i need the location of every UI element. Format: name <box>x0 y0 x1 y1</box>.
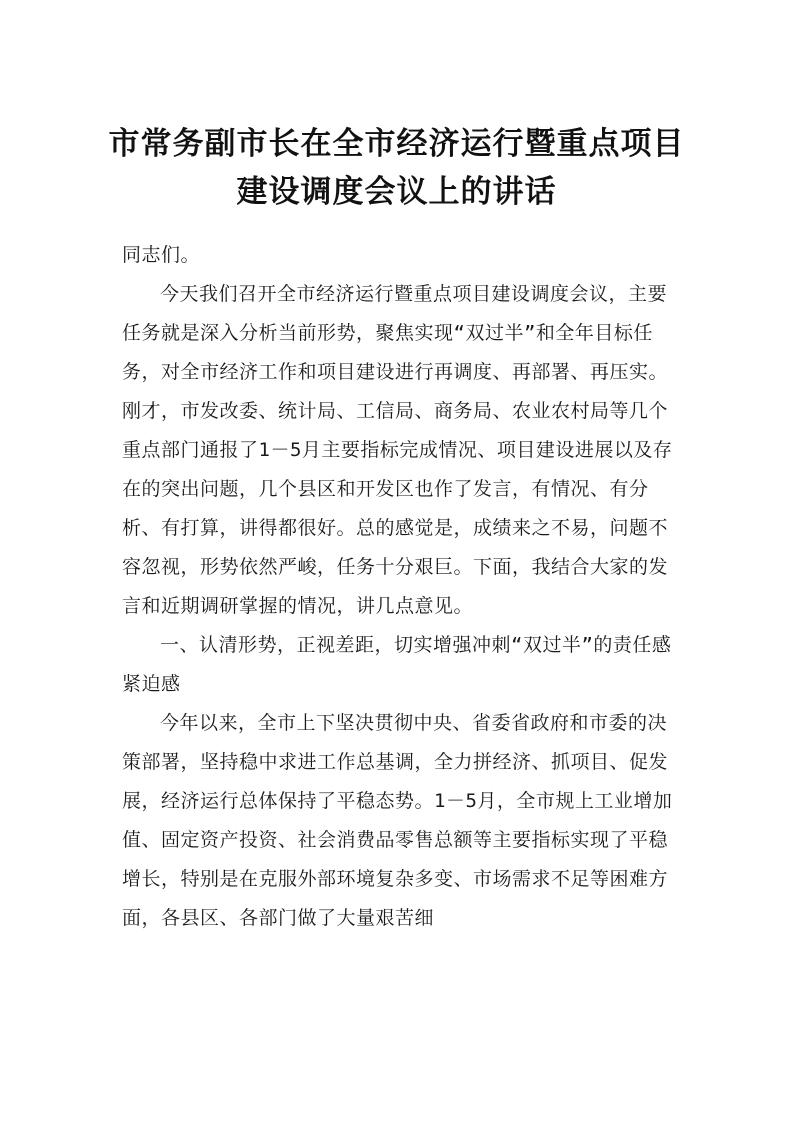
salutation: 同志们。 <box>122 244 201 266</box>
section-heading-1: 一、认清形势，正视差距，切实增强冲刺“双过半”的责任感紧迫感 <box>122 634 672 695</box>
paragraph-section-1: 今年以来，全市上下坚决贯彻中央、省委省政府和市委的决策部署，坚持稳中求进工作总基调，全力拼经济、抓项目、促发展，经济运行总体保持了平稳态势。1－5月，全市规上工业增加值、固定资产投资、社会消费品零售总额等主要指标实现了平稳增长，特别是在克服外部环境复杂多变、市场需求不足等困难方面，各县区、各部门做了大量艰苦细 <box>122 712 673 929</box>
paragraph-intro: 今天我们召开全市经济运行暨重点项目建设调度会议，主要任务就是深入分析当前形势，聚焦实现“双过半”和全年目标任务，对全市经济工作和项目建设进行再调度、再部署、再压实。刚才，市发改委、统计局、工信局、商务局、农业农村局等几个重点部门通报了1－5月主要指标完成情况、项目建设进展以及存在的突出问题，几个县区和开发区也作了发言，有情况、有分析、有打算，讲得都很好。总的感觉是，成绩来之不易，问题不容忽视，形势依然严峻，任务十分艰巨。下面，我结合大家的发言和近期调研掌握的情况，讲几点意见。 <box>122 283 673 617</box>
document-title-line-1: 市常务副市长在全市经济运行暨重点项目 <box>108 126 685 162</box>
document-title-line-2: 建设调度会议上的讲话 <box>236 174 557 210</box>
document-body <box>122 236 682 938</box>
